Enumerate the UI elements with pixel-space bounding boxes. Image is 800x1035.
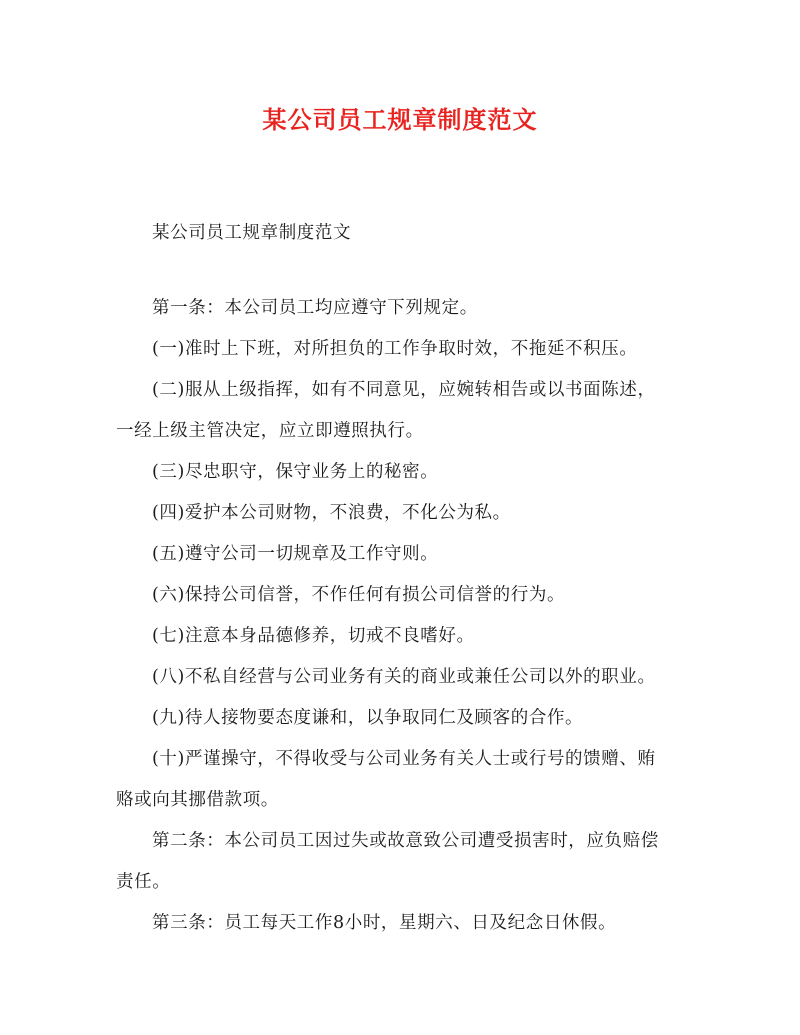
article-3-paragraph: 第三条：员工每天工作8小时，星期六、日及纪念日休假。	[152, 913, 617, 933]
subtitle-paragraph: 某公司员工规章制度范文	[152, 223, 352, 243]
rule-1-paragraph: (一)准时上下班，对所担负的工作争取时效，不拖延不积压。	[152, 339, 638, 359]
rule-6-paragraph: (六)保持公司信誉，不作任何有损公司信誉的行为。	[152, 585, 566, 605]
document-body	[116, 0, 668, 944]
article-1-paragraph: 第一条：本公司员工均应遵守下列规定。	[152, 298, 478, 318]
article-2-paragraph: 第二条：本公司员工因过失或故意致公司遭受损害时，应负赔偿责任。	[116, 831, 659, 892]
rule-2-paragraph: (二)服从上级指挥，如有不同意见，应婉转相告或以书面陈述，一经上级主管决定，应立即遵照执行。	[116, 380, 656, 441]
rule-3-paragraph: (三)尽忠职守，保守业务上的秘密。	[152, 462, 439, 482]
rule-10-paragraph: (十)严谨操守，不得收受与公司业务有关人士或行号的馈赠、贿赂或向其挪借款项。	[116, 749, 656, 810]
rule-4-paragraph: (四)爱护本公司财物，不浪费，不化公为私。	[152, 503, 511, 523]
rule-8-paragraph: (八)不私自经营与公司业务有关的商业或兼任公司以外的职业。	[152, 667, 656, 687]
document-title: 某公司员工规章制度范文	[262, 105, 538, 134]
rule-9-paragraph: (九)待人接物要态度谦和，以争取同仁及顾客的合作。	[152, 708, 584, 728]
rule-5-paragraph: (五)遵守公司一切规章及工作守则。	[152, 544, 439, 564]
rule-7-paragraph: (七)注意本身品德修养，切戒不良嗜好。	[152, 626, 475, 646]
